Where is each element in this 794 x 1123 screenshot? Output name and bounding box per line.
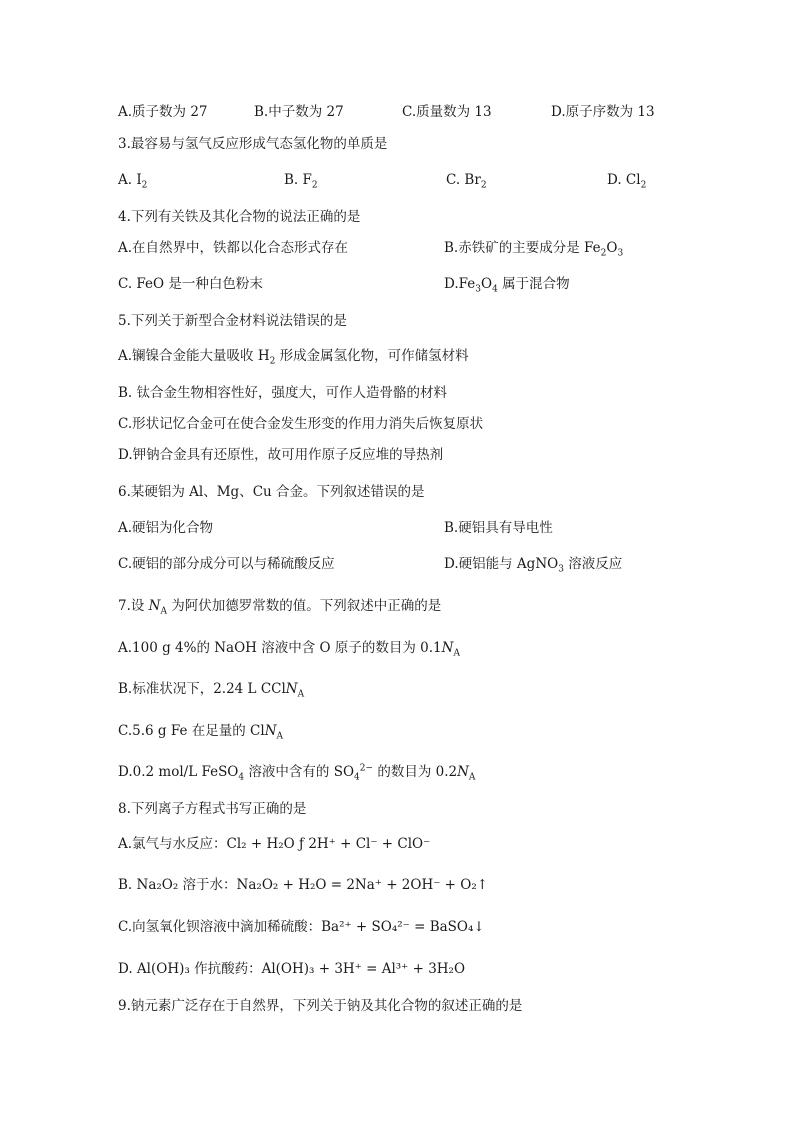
q5-option-b: B. 钛合金生物相容性好，强度大，可作人造骨骼的材料 xyxy=(118,385,448,401)
q6-option-d: D.硬铝能与 AgNO$_3$ 溶液反应 xyxy=(444,556,623,575)
q2-option-b: B.中子数为 27 xyxy=(254,104,344,120)
q8-option-c: C.向氢氧化钡溶液中滴加稀硫酸：Ba²⁺ + SO₄²⁻ = BaSO₄↓ xyxy=(118,919,485,935)
q4-option-d: $D.Fe_3O_4$ 属于混合物 xyxy=(444,276,570,295)
q3-option-c: C. $Br_2$ xyxy=(446,172,487,191)
q7-option-c: C.5.6 g Fe 在足量的 ClN$_A$ xyxy=(118,723,283,742)
q5-stem: 5.下列关于新型合金材料说法错误的是 xyxy=(118,313,347,329)
q8-stem: 8.下列离子方程式书写正确的是 xyxy=(118,801,307,817)
q6-option-a: A.硬铝为化合物 xyxy=(118,520,214,536)
q7-stem: 7.设 $N_A$ 为阿伏加德罗常数的值。下列叙述中正确的是 xyxy=(118,598,442,617)
q2-option-d: D.原子序数为 13 xyxy=(551,104,655,120)
q8-option-a: A.氯气与水反应：Cl₂ + H₂O ƒ 2H⁺ + Cl⁻ + ClO⁻ xyxy=(118,836,431,852)
q3-option-d: D. $Cl_2$ xyxy=(607,172,647,191)
q8-option-d: D. Al(OH)₃ 作抗酸药：Al(OH)₃ + 3H⁺ = Al³⁺ + 3H₂O xyxy=(118,961,466,977)
q9-stem: 9.钠元素广泛存在于自然界，下列关于钠及其化合物的叙述正确的是 xyxy=(118,998,523,1014)
q4-option-a: A.在自然界中，铁都以化合态形式存在 xyxy=(118,240,349,256)
q5-option-a: A.镧镍合金能大量吸收 $H_2$ 形成金属氢化物，可作储氢材料 xyxy=(118,348,469,367)
q4-option-b: B.赤铁矿的主要成分是 $Fe_2O_3$ xyxy=(444,240,624,259)
q5-option-c: C.形状记忆合金可在使合金发生形变的作用力消失后恢复原状 xyxy=(118,416,484,432)
q2-option-a: A.质子数为 27 xyxy=(118,104,208,120)
q6-stem: 6.某硬铝为 Al、Mg、Cu 合金。下列叙述错误的是 xyxy=(118,484,425,500)
q4-option-c: C. FeO 是一种白色粉末 xyxy=(118,276,263,292)
q3-stem: 3.最容易与氢气反应形成气态氢化物的单质是 xyxy=(118,136,388,152)
q4-stem: 4.下列有关铁及其化合物的说法正确的是 xyxy=(118,209,361,225)
q7-option-b: B.标准状况下，2.24 L CClN$_A$ xyxy=(118,681,305,700)
q2-option-c: C.质量数为 13 xyxy=(402,104,492,120)
q7-option-a: A.100 g 4%的 NaOH 溶液中含 O 原子的数目为 $0.1N_A$ xyxy=(118,640,460,659)
q7-option-d: D.0.2 mol/L FeSO$_4$ 溶液中含有的 $SO_4^{2-}$ 的数目为 $0.2N_A$ xyxy=(118,763,476,783)
q5-option-d: D.钾钠合金具有还原性，故可用作原子反应堆的导热剂 xyxy=(118,447,444,463)
q6-option-b: B.硬铝具有导电性 xyxy=(444,520,553,536)
q6-option-c: C.硬铝的部分成分可以与稀硫酸反应 xyxy=(118,556,335,572)
q3-option-b: B. $F_2$ xyxy=(284,172,318,191)
q3-option-a: A. $I_2$ xyxy=(118,172,148,191)
q8-option-b: B. Na₂O₂ 溶于水：Na₂O₂ + H₂O = 2Na⁺ + 2OH⁻ + O₂↑ xyxy=(118,877,489,893)
